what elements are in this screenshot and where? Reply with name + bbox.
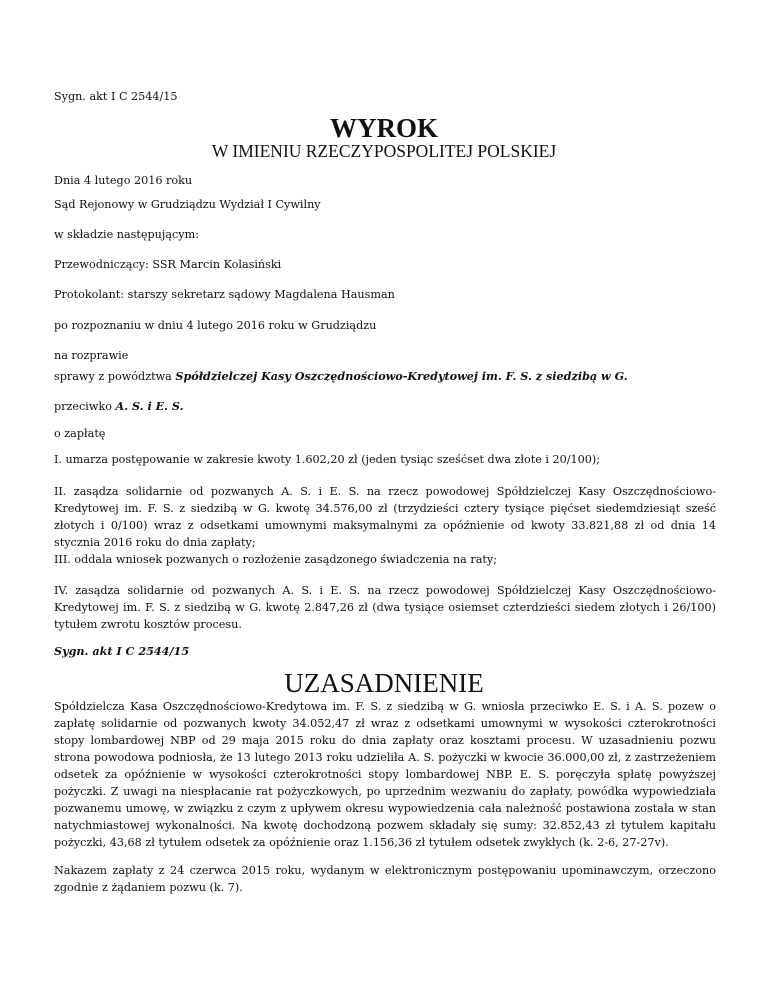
judgment-title: WYROK [330, 113, 438, 143]
composition-line: w składzie następującym: [54, 228, 199, 241]
against-line [54, 398, 716, 415]
defendants-names: A. S. i E. S. [115, 399, 184, 413]
claimant-name: Spółdzielczej Kasy Oszczędnościowo-Kredytowej im. F. S. z siedzibą w G. [175, 369, 628, 383]
verdict-point-3: III. oddala wniosek pozwanych o rozłożenie zasądzonego świadczenia na raty; [54, 553, 497, 566]
justification-paragraph: Nakazem zapłaty z 24 czerwca 2015 roku, wydanym w elektronicznym postępowaniu upominawczym, orzeczono zgodnie z żądaniem pozwu (k. 7). [54, 864, 716, 895]
court-clerk: Protokolant: starszy sekretarz sądowy Magdalena Hausman [54, 288, 395, 301]
claim-line [54, 368, 716, 385]
hearing-info: po rozpoznaniu w dniu 4 lutego 2016 roku w Grudziądzu [54, 319, 377, 332]
against-prefix: przeciwko [54, 400, 116, 413]
justification-paragraph: Spółdzielcza Kasa Oszczędnościowo-Kredytowa im. F. S. z siedzibą w G. wniosła przeciwko E. S. i A. S. pozew o zapłatę solidarnie od pozwanych kwoty 34.052,47 zł wraz z odsetkami umownymi w wysokości czterokrotności stopy lombardowej NBP od 29 maja 2015 roku do dnia zapłaty oraz kosztami procesu. W uzasadnieniu pozwu strona powodowa podniosła, że 13 lutego 2013 roku udzieliła A. S. pożyczki w kwocie 36.000,00 zł, z zastrzeżeniem odsetek za opóźnienie w wysokości czterokrotności stopy lombardowej NBP. E. S. poręczyła spłatę powyższej pożyczki. Z uwagi na niespłacanie rat pożyczkowych, po uprzednim wezwaniu do zapłaty, powódka wypowiedziała pozwanemu umowę, w związku z czym z upływem okresu wypowiedzenia cała należność postawiona została w stan natychmiastowej wykonalności. Na kwotę dochodzoną pozwem składały się sumy: 32.852,43 zł tytułem kapitału pożyczki, 43,68 zł tytułem odsetek za opóźnienie oraz 1.156,36 zł tytułem odsetek zwykłych (k. 2-6, 27-27v). [54, 700, 716, 850]
verdict-point-4: IV. zasądza solidarnie od pozwanych A. S. i E. S. na rzecz powodowej Spółdzielczej Kasy Oszczędnościowo-Kredytowej im. F. S. z siedzibą w G. kwotę 2.847,26 zł (dwa tysiące osiemset czterdzieści siedem złotych i 26/100) tytułem zwrotu kosztów procesu. [54, 584, 716, 632]
claim-prefix: sprawy z powództwa [54, 370, 176, 383]
judgment-date: Dnia 4 lutego 2016 roku [54, 174, 193, 187]
justification-case-reference: Sygn. akt I C 2544/15 [54, 644, 190, 658]
court-name: Sąd Rejonowy w Grudziądzu Wydział I Cywilny [54, 198, 321, 211]
presiding-judge: Przewodniczący: SSR Marcin Kolasiński [54, 258, 282, 271]
case-subject: o zapłatę [54, 427, 106, 440]
case-reference: Sygn. akt I C 2544/15 [54, 90, 178, 103]
session-type: na rozprawie [54, 349, 129, 362]
verdict-point-2: II. zasądza solidarnie od pozwanych A. S. i E. S. na rzecz powodowej Spółdzielczej Kasy Oszczędnościowo-Kredytowej im. F. S. z siedzibą w G. kwotę 34.576,00 zł (trzydzieści cztery tysiące pięćset siedemdziesiąt sześć złotych i 0/100) wraz z odsetkami umownymi maksymalnymi za opóźnienie od kwoty 33.821,88 zł od dnia 14 stycznia 2016 roku do dnia zapłaty; [54, 485, 716, 550]
verdict-point-1: I. umarza postępowanie w zakresie kwoty 1.602,20 zł (jeden tysiąc sześćset dwa złote i 20/100); [54, 453, 601, 466]
justification-heading: UZASADNIENIE [284, 668, 484, 698]
judgment-subtitle: W IMIENIU RZECZYPOSPOLITEJ POLSKIEJ [211, 141, 557, 161]
